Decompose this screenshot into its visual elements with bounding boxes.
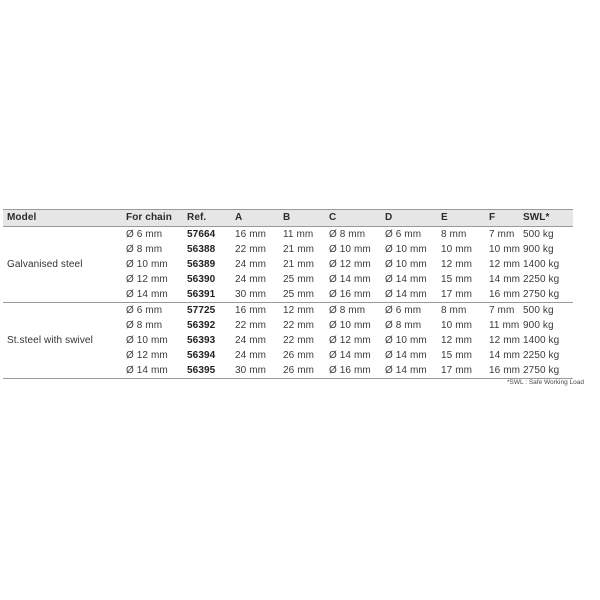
c-cell: Ø 8 mm — [329, 229, 366, 240]
e-cell: 8 mm — [441, 305, 467, 316]
d-cell: Ø 14 mm — [385, 287, 441, 303]
a-cell: 24 mm — [235, 335, 267, 346]
table-row — [3, 348, 573, 363]
f-cell: 14 mm — [489, 274, 521, 285]
swl-cell: 900 kg — [523, 244, 554, 255]
table-row — [3, 363, 573, 379]
c-cell: Ø 16 mm — [329, 363, 385, 379]
a-cell: 24 mm — [235, 259, 267, 270]
chain-cell: Ø 14 mm — [126, 363, 187, 379]
ref-cell: 57725 — [187, 305, 216, 316]
table-row — [3, 287, 573, 303]
b-cell: 21 mm — [283, 259, 315, 270]
header-a: A — [235, 210, 283, 227]
c-cell: Ø 12 mm — [329, 259, 371, 270]
a-cell: 22 mm — [235, 244, 267, 255]
c-cell: Ø 12 mm — [329, 335, 371, 346]
swl-cell: 900 kg — [523, 320, 554, 331]
specification-table — [3, 209, 573, 379]
b-cell: 22 mm — [283, 335, 315, 346]
f-cell: 16 mm — [489, 363, 523, 379]
swl-cell: 1400 kg — [523, 335, 560, 346]
header-ref: Ref. — [187, 210, 235, 227]
table-row — [3, 227, 573, 243]
chain-cell: Ø 12 mm — [126, 274, 168, 285]
ref-cell: 56394 — [187, 350, 216, 361]
e-cell: 15 mm — [441, 350, 473, 361]
chain-cell: Ø 6 mm — [126, 305, 163, 316]
f-cell: 16 mm — [489, 287, 523, 303]
b-cell: 11 mm — [283, 229, 314, 240]
header-c: C — [329, 210, 385, 227]
swl-cell: 500 kg — [523, 229, 554, 240]
swl-cell: 2750 kg — [523, 363, 573, 379]
b-cell: 25 mm — [283, 274, 315, 285]
swl-cell: 2750 kg — [523, 287, 573, 303]
model-name: St.steel with swivel — [7, 335, 93, 346]
d-cell: Ø 14 mm — [385, 350, 427, 361]
header-swl: SWL* — [523, 210, 573, 227]
a-cell: 22 mm — [235, 320, 267, 331]
swl-cell: 2250 kg — [523, 350, 560, 361]
model-name: Galvanised steel — [7, 259, 83, 270]
d-cell: Ø 6 mm — [385, 305, 422, 316]
d-cell: Ø 10 mm — [385, 244, 427, 255]
f-cell: 7 mm — [489, 229, 515, 240]
c-cell: Ø 14 mm — [329, 274, 371, 285]
c-cell: Ø 8 mm — [329, 305, 366, 316]
e-cell: 10 mm — [441, 244, 473, 255]
b-cell: 26 mm — [283, 363, 329, 379]
header-d: D — [385, 210, 441, 227]
table-row — [3, 318, 573, 333]
model-cell — [3, 242, 126, 257]
d-cell: Ø 10 mm — [385, 335, 427, 346]
header-model: Model — [3, 210, 126, 227]
swl-cell: 2250 kg — [523, 274, 560, 285]
a-cell: 30 mm — [235, 287, 283, 303]
table-row — [3, 303, 573, 319]
b-cell: 22 mm — [283, 320, 315, 331]
a-cell: 24 mm — [235, 350, 267, 361]
chain-cell: Ø 8 mm — [126, 244, 163, 255]
c-cell: Ø 10 mm — [329, 320, 371, 331]
a-cell: 16 mm — [235, 305, 267, 316]
e-cell: 12 mm — [441, 335, 473, 346]
d-cell: Ø 10 mm — [385, 259, 427, 270]
e-cell: 17 mm — [441, 363, 489, 379]
d-cell: Ø 14 mm — [385, 363, 441, 379]
d-cell: Ø 6 mm — [385, 229, 422, 240]
d-cell: Ø 14 mm — [385, 274, 427, 285]
c-cell: Ø 16 mm — [329, 287, 385, 303]
a-cell: 24 mm — [235, 274, 267, 285]
table-row — [3, 333, 573, 348]
header-f: F — [489, 210, 523, 227]
f-cell: 11 mm — [489, 320, 520, 331]
chain-cell: Ø 10 mm — [126, 259, 168, 270]
c-cell: Ø 14 mm — [329, 350, 371, 361]
a-cell: 16 mm — [235, 229, 267, 240]
model-cell — [3, 318, 126, 333]
b-cell: 21 mm — [283, 244, 315, 255]
ref-cell: 56390 — [187, 274, 216, 285]
e-cell: 15 mm — [441, 274, 473, 285]
f-cell: 7 mm — [489, 305, 515, 316]
f-cell: 10 mm — [489, 244, 521, 255]
c-cell: Ø 10 mm — [329, 244, 371, 255]
ref-cell: 57664 — [187, 229, 216, 240]
table-row — [3, 272, 573, 287]
swl-cell: 1400 kg — [523, 259, 560, 270]
swl-footnote: *SWL : Safe Working Load — [507, 379, 584, 386]
f-cell: 14 mm — [489, 350, 521, 361]
table-row — [3, 242, 573, 257]
d-cell: Ø 8 mm — [385, 320, 422, 331]
model-cell — [3, 348, 126, 363]
model-cell — [3, 272, 126, 287]
header-b: B — [283, 210, 329, 227]
model-cell — [3, 227, 126, 243]
f-cell: 12 mm — [489, 259, 521, 270]
a-cell: 30 mm — [235, 363, 283, 379]
swl-cell: 500 kg — [523, 305, 554, 316]
e-cell: 8 mm — [441, 229, 467, 240]
table-header-row — [3, 210, 573, 227]
chain-cell: Ø 6 mm — [126, 229, 163, 240]
header-e: E — [441, 210, 489, 227]
b-cell: 26 mm — [283, 350, 315, 361]
ref-cell: 56393 — [187, 335, 216, 346]
ref-cell: 56388 — [187, 244, 216, 255]
model-cell — [3, 363, 126, 379]
chain-cell: Ø 14 mm — [126, 287, 187, 303]
table-row — [3, 257, 573, 272]
ref-cell: 56389 — [187, 259, 216, 270]
e-cell: 10 mm — [441, 320, 473, 331]
ref-cell: 56395 — [187, 363, 235, 379]
ref-cell: 56392 — [187, 320, 216, 331]
chain-cell: Ø 12 mm — [126, 350, 168, 361]
model-cell — [3, 303, 126, 319]
e-cell: 17 mm — [441, 287, 489, 303]
chain-cell: Ø 10 mm — [126, 335, 168, 346]
b-cell: 12 mm — [283, 305, 315, 316]
b-cell: 25 mm — [283, 287, 329, 303]
f-cell: 12 mm — [489, 335, 521, 346]
chain-cell: Ø 8 mm — [126, 320, 163, 331]
header-for-chain: For chain — [126, 210, 187, 227]
e-cell: 12 mm — [441, 259, 473, 270]
model-cell — [3, 287, 126, 303]
ref-cell: 56391 — [187, 287, 235, 303]
